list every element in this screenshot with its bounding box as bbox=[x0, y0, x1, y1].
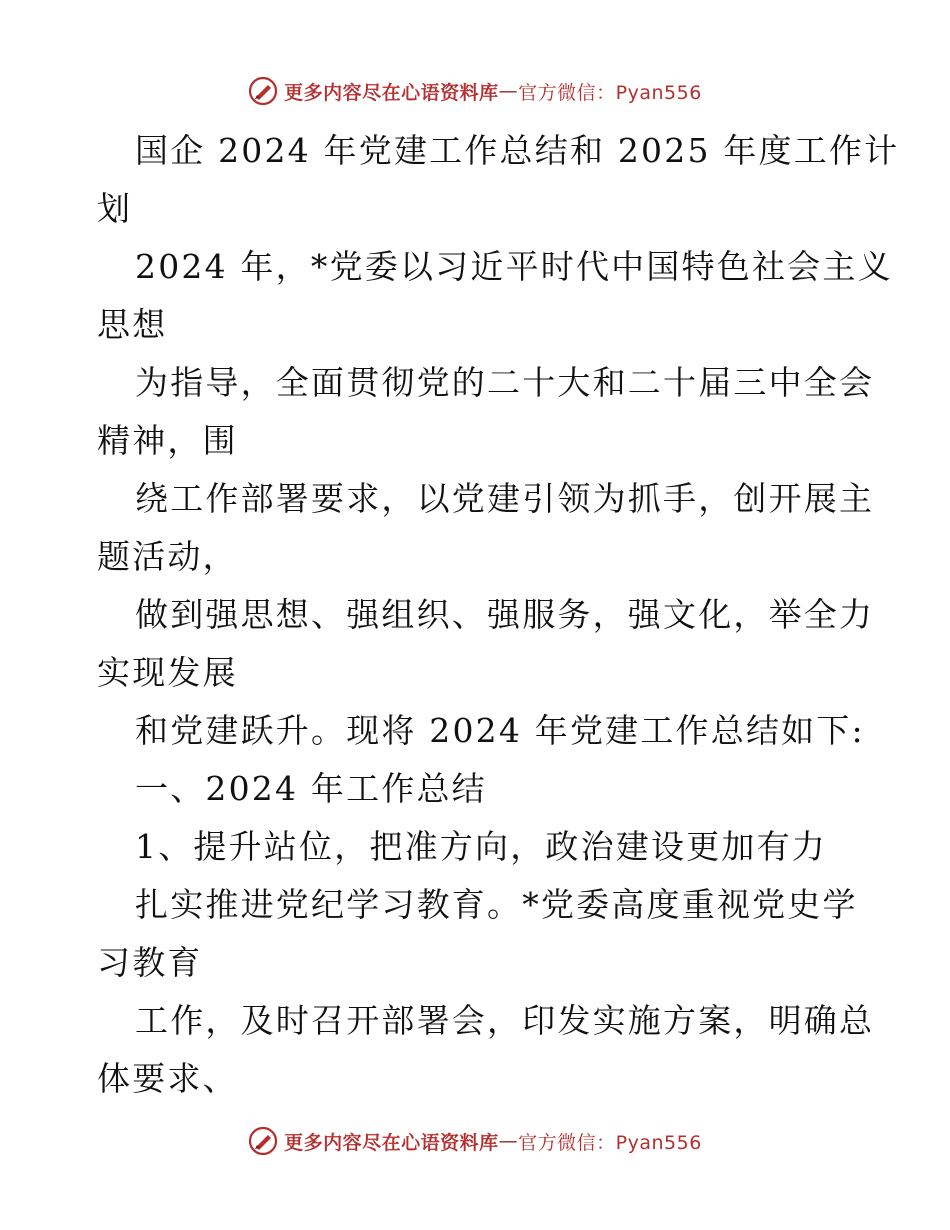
text-line: 为指导，全面贯彻党的二十大和二十届三中全会 bbox=[135, 363, 875, 402]
text-line: 题活动， bbox=[97, 537, 238, 576]
text-line: 2024 年，*党委以习近平时代中国特色社会主义 bbox=[135, 247, 893, 286]
text-line: 实现发展 bbox=[97, 653, 238, 692]
text-line: 和党建跃升。现将 2024 年党建工作总结如下: bbox=[135, 711, 865, 750]
watermark-contact: 官方微信：Pyan556 bbox=[518, 1131, 702, 1154]
watermark-text: 更多内容尽在心语资料库 bbox=[284, 81, 499, 104]
text-line: 思想 bbox=[97, 305, 168, 344]
watermark-text: 更多内容尽在心语资料库 bbox=[284, 1131, 499, 1154]
pen-seal-icon bbox=[248, 1126, 278, 1156]
watermark-separator: — bbox=[498, 1130, 519, 1152]
pen-seal-icon bbox=[248, 76, 278, 106]
section-heading: 一、2024 年工作总结 bbox=[135, 769, 487, 808]
text-line: 精神，围 bbox=[97, 421, 238, 460]
text-line: 习教育 bbox=[97, 943, 203, 982]
text-line: 做到强思想、强组织、强服务，强文化，举全力 bbox=[135, 595, 875, 634]
text-line: 工作，及时召开部署会，印发实施方案，明确总 bbox=[135, 1001, 875, 1040]
header-watermark bbox=[0, 74, 950, 108]
text-line: 扎实推进党纪学习教育。*党委高度重视党史学 bbox=[135, 885, 858, 924]
footer-watermark bbox=[0, 1124, 950, 1158]
document-body bbox=[97, 122, 900, 1108]
document-title-line-2: 划 bbox=[97, 189, 133, 228]
text-line: 绕工作部署要求，以党建引领为抓手，创开展主 bbox=[135, 479, 875, 518]
text-line: 体要求、 bbox=[97, 1059, 238, 1098]
watermark-contact: 官方微信：Pyan556 bbox=[518, 81, 702, 104]
subsection-heading: 1、提升站位，把准方向，政治建设更加有力 bbox=[135, 827, 827, 866]
watermark-separator: — bbox=[498, 80, 519, 102]
document-title-line-1: 国企 2024 年党建工作总结和 2025 年度工作计 bbox=[135, 131, 900, 170]
